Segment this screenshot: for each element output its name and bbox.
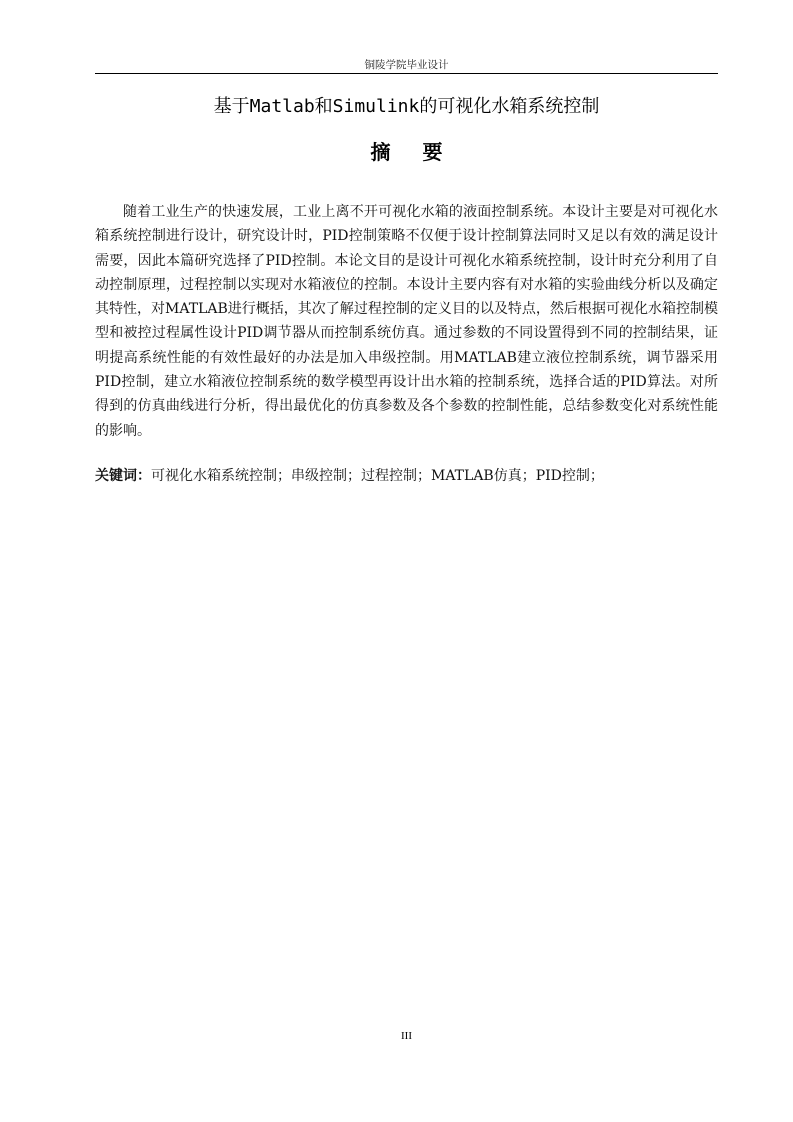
keywords-label: 关键词： xyxy=(95,468,151,484)
running-header: 铜陵学院毕业设计 xyxy=(364,59,449,71)
keywords-line xyxy=(95,464,718,488)
abstract-heading: 摘要 xyxy=(370,140,475,164)
page-number: III xyxy=(401,1030,412,1042)
keywords-list: 可视化水箱系统控制；串级控制；过程控制；MATLAB仿真；PID控制； xyxy=(151,468,604,484)
abstract-body: 随着工业生产的快速发展，工业上离不开可视化水箱的液面控制系统。本设计主要是对可视化水箱系统控制进行设计，研究设计时，PID控制策略不仅便于设计控制算法同时又足以有效的满足设计需要，因此本篇研究选择了PID控制。本论文目的是设计可视化水箱系统控制，设计时充分利用了自动控制原理，过程控制以实现对水箱液位的控制。本设计主要内容有对水箱的实验曲线分析以及确定其特性，对MATLAB进行概括，其次了解过程控制的定义目的以及特点，然后根据可视化水箱控制模型和被控过程属性设计PID调节器从而控制系统仿真。通过参数的不同设置得到不同的控制结果，证明提高系统性能的有效性最好的办法是加入串级控制。用MATLAB建立液位控制系统，调节器采用PID控制，建立水箱液位控制系统的数学模型再设计出水箱的控制系统，选择合适的PID算法。对所得到的仿真曲线进行分析，得出最优化的仿真参数及各个参数的控制性能，总结参数变化对系统性能的影响。 xyxy=(95,204,718,439)
thesis-title: 基于Matlab和Simulink的可视化水箱系统控制 xyxy=(213,96,600,117)
header-rule xyxy=(95,73,718,74)
